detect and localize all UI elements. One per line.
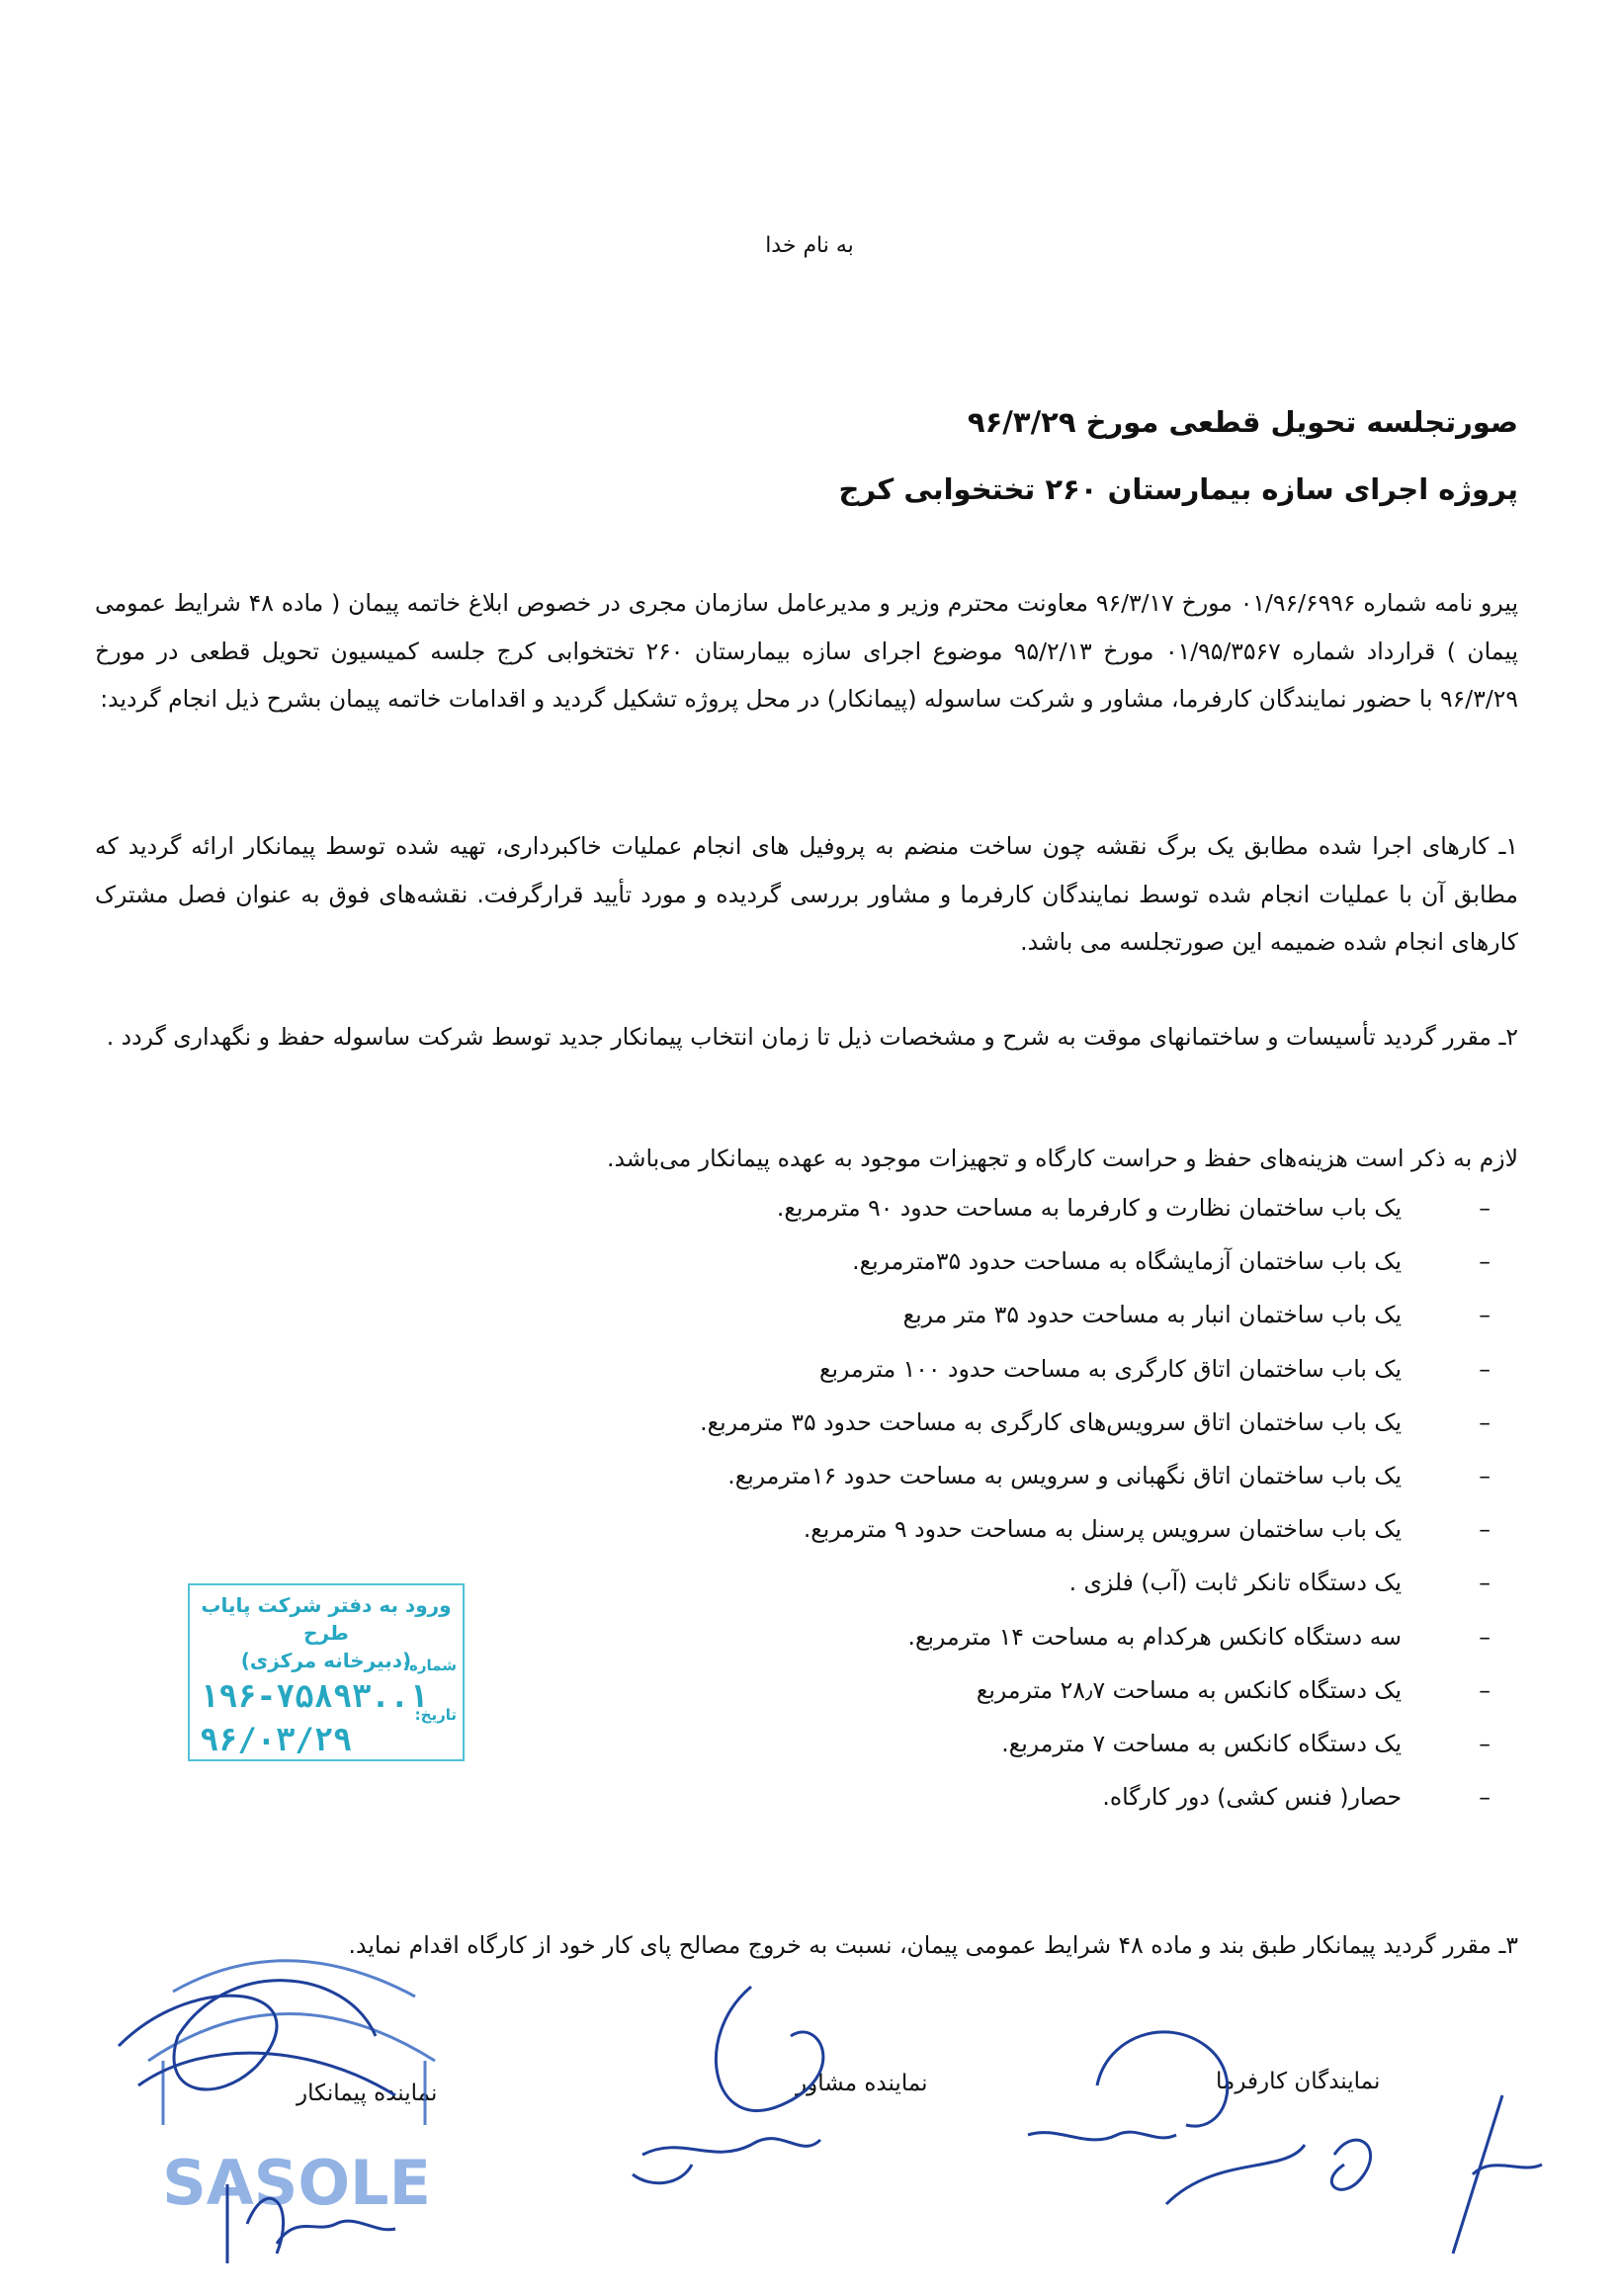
clause-2: ۲ـ مقرر گردید تأسیسات و ساختمانهای موقت به شرح و مشخصات ذیل تا زمان انتخاب پیمانکار جدید توسط شرکت ساسوله حفظ و نگهداری گردد . [106,1023,1518,1051]
list-item [530,1342,1518,1396]
list-dash: – [1479,1194,1491,1222]
facilities-list [530,1181,1518,1824]
list-item [530,1396,1518,1449]
intro-paragraph: پیرو نامه شماره ۰۱/۹۶/۶۹۹۶ مورخ ۹۶/۳/۱۷ معاونت محترم وزیر و مدیرعامل سازمان مجری در خصوص ابلاغ خاتمه پیمان ( ماده ۴۸ شرایط عمومی پیمان ) قرارداد شماره ۰۱/۹۵/۳۵۶۷ مورخ ۹۵/۲/۱۳ موضوع اجرای سازه بیمارستان ۲۶۰ تختخوابی کرج جلسه کمیسیون تحویل قطعی در مورخ ۹۶/۳/۲۹ با حضور نمایندگان کارفرما، مشاور و شرکت ساسوله (پیمانکار) در محل پروژه تشکیل گردید و اقدامات خاتمه پیمان بشرح ذیل انجام گردید: [95,589,1518,713]
document-title: صورتجلسه تحویل قطعی مورخ ۹۶/۳/۲۹ [967,405,1518,439]
list-dash: – [1479,1301,1491,1329]
list-item [530,1770,1518,1824]
contractor-signature-label: نماینده پیمانکار [297,2081,438,2106]
list-dash: – [1479,1569,1491,1597]
list-item [530,1288,1518,1341]
list-item-text: یک باب ساختمان آزمایشگاه به مساحت حدود ۳۵مترمربع. [852,1247,1402,1276]
project-title: پروژه اجرای سازه بیمارستان ۲۶۰ تختخوابی کرج [838,472,1518,506]
list-item-text: یک باب ساختمان سرویس پرسنل به مساحت حدود ۹ مترمربع. [803,1515,1402,1544]
list-item-text: یک دستگاه تانکر ثابت (آب) فلزی . [1068,1569,1402,1597]
list-item [530,1610,1518,1663]
list-dash: – [1479,1675,1491,1704]
list-item [530,1449,1518,1502]
list-item-text: سه دستگاه کانکس هرکدام به مساحت ۱۴ مترمربع. [907,1622,1402,1651]
list-item-text: یک دستگاه کانکس به مساحت ۷ مترمربع. [1001,1730,1402,1758]
basmala: به نام خدا [765,233,854,258]
list-dash: – [1479,1783,1491,1812]
list-item-text: یک باب ساختمان اتاق نگهبانی و سرویس به مساحت حدود ۱۶مترمربع. [727,1462,1402,1490]
list-item [530,1181,1518,1234]
list-item [530,1663,1518,1717]
stamp-date: ۹۶/۰۳/۲۹ [200,1721,353,1758]
list-item [530,1556,1518,1609]
list-item-text: یک باب ساختمان اتاق کارگری به مساحت حدود ۱۰۰ مترمربع [818,1354,1402,1383]
consultant-signature [633,1987,823,2183]
list-dash: – [1479,1247,1491,1276]
stamp-office: (دبیرخانه مرکزی) [240,1649,412,1672]
list-dash: – [1479,1354,1491,1383]
list-dash: – [1479,1622,1491,1651]
client-signatures [1028,2032,1542,2253]
clause-1: ۱ـ کارهای اجرا شده مطابق یک برگ نقشه چون ساخت منضم به پروفیل های انجام عملیات خاکبرداری، تهیه شده توسط پیمانکار ارائه گردید که مطابق آن با عملیات انجام شده توسط نمایندگان کارفرما و مشاور بررسی گردیده و مورد تأیید قرارگرفت. نقشه‌های فوق به عنوان فصل مشترک کارهای انجام شده ضمیمه این صورتجلسه می باشد. [95,832,1518,956]
clause-3: ۳ـ مقرر گردید پیمانکار طبق بند و ماده ۴۸ شرایط عمومی پیمان، نسبت به خروج مصالح پای کار خود از کارگاه اقدام نماید. [348,1931,1518,1959]
seal-text: SASOLE [162,2147,431,2219]
list-dash: – [1479,1462,1491,1490]
list-item [530,1717,1518,1770]
list-dash: – [1479,1515,1491,1544]
list-item [530,1234,1518,1288]
list-dash: – [1479,1407,1491,1436]
stamp-date-label: تاریخ: [414,1706,457,1724]
list-item-text: یک باب ساختمان اتاق سرویس‌های کارگری به مساحت حدود ۳۵ مترمربع. [700,1407,1402,1436]
registration-stamp [188,1583,465,1761]
list-item-text: یک باب ساختمان نظارت و کارفرما به مساحت حدود ۹۰ مترمربع. [776,1194,1402,1222]
list-item-text: حصار( فنس کشی) دور کارگاه. [1102,1783,1402,1812]
stamp-company: ورود به دفتر شرکت پایاب طرح [201,1593,452,1645]
list-item-text: یک دستگاه کانکس به مساحت ۲۸٫۷ مترمربع [976,1675,1402,1704]
consultant-signature-label: نماینده مشاور [796,2071,928,2096]
stamp-number-label: شماره: [403,1657,457,1674]
list-item-text: یک باب ساختمان انبار به مساحت حدود ۳۵ متر مربع [902,1301,1402,1329]
cost-note: لازم به ذکر است هزینه‌های حفظ و حراست کارگاه و تجهیزات موجود به عهده پیمانکار می‌باشد. [606,1145,1518,1172]
list-item [530,1502,1518,1556]
stamp-number: ۱..۱۹۶-۷۵۸۹۳ [200,1677,429,1715]
list-dash: – [1479,1730,1491,1758]
contractor-signature [119,1981,395,2263]
client-signature-label: نمایندگان کارفرما [1216,2069,1381,2094]
